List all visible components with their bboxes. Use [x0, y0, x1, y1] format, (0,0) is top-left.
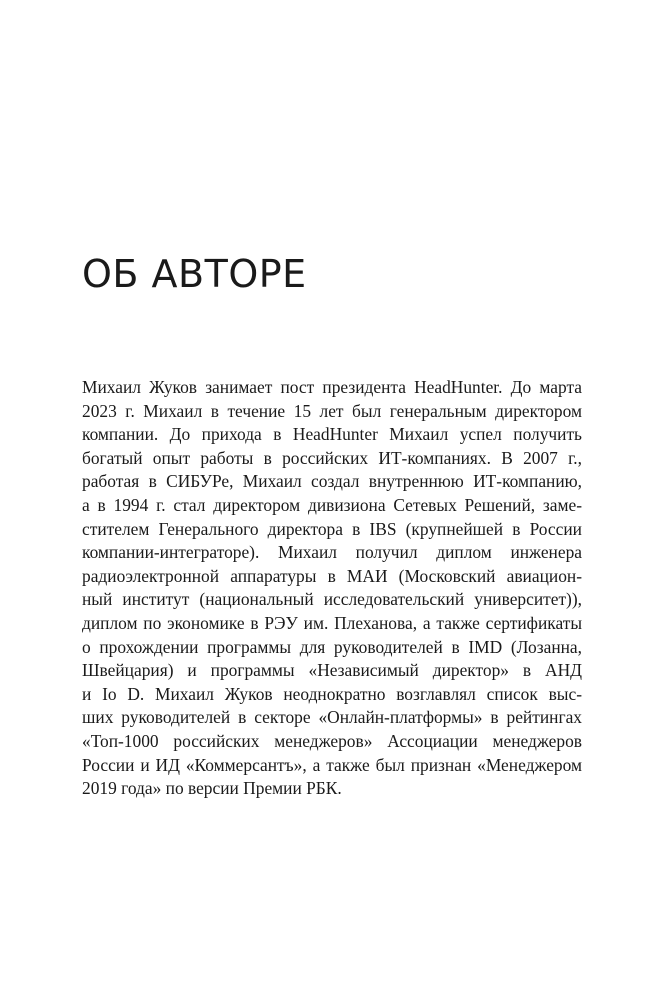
bio-line-12: о прохождении программы для руководителей в IMD (Лозанна,: [82, 636, 582, 657]
bio-line-3: компании. До прихода в HeadHunter Михаил успел получить: [82, 424, 582, 445]
bio-line-18: 2019 года» по версии Премии РБК.: [82, 778, 342, 799]
bio-line-6: а в 1994 г. стал директором дивизиона Сетевых Решений, заме-: [82, 494, 582, 515]
bio-line-1: Михаил Жуков занимает пост президента HeadHunter. До марта: [82, 377, 582, 397]
bio-line-13: Швейцария) и программы «Независимый директор» в АНД: [82, 660, 582, 681]
bio-line-17: России и ИД «Коммерсантъ», а также был признан «Менеджером: [82, 754, 582, 775]
bio-line-7: стителем Генерального директора в IBS (крупнейшей в России: [82, 518, 582, 539]
bio-line-9: радиоэлектронной аппаратуры в МАИ (Московский авиацион-: [82, 565, 582, 586]
bio-line-8: компании-интеграторе). Михаил получил диплом инженера: [82, 542, 582, 563]
bio-line-11: диплом по экономике в РЭУ им. Плеханова, а также сертификаты: [82, 612, 582, 633]
bio-line-2: 2023 г. Михаил в течение 15 лет был генеральным директором: [82, 400, 582, 421]
bio-line-5: работая в СИБУРе, Михаил создал внутреннюю ИТ-компанию,: [82, 471, 582, 492]
bio-line-4: богатый опыт работы в российских ИТ-компаниях. В 2007 г.,: [82, 447, 582, 468]
page-title: ОБ АВТОРЕ: [82, 252, 307, 296]
bio-line-10: ный институт (национальный исследовательский университет)),: [82, 589, 582, 610]
author-bio: [82, 376, 582, 801]
bio-line-14: и Io D. Михаил Жуков неоднократно возглавлял список выс-: [82, 683, 582, 704]
bio-line-16: «Топ-1000 российских менеджеров» Ассоциации менеджеров: [82, 730, 582, 751]
bio-line-15: ших руководителей в секторе «Онлайн-платформы» в рейтингах: [82, 707, 582, 728]
